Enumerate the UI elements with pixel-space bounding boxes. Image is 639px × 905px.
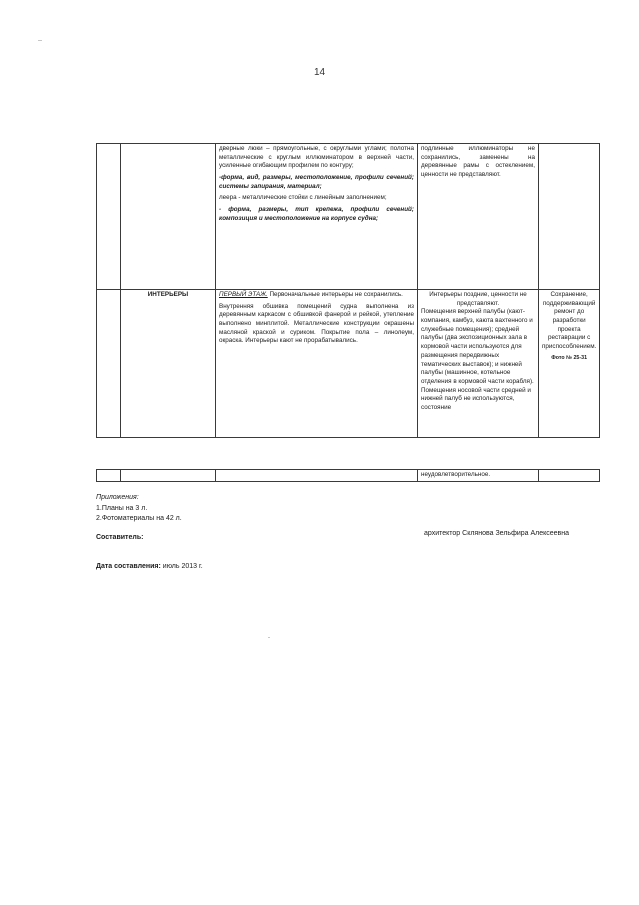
assessment-paragraph: Интерьеры поздние, ценности не представляют. xyxy=(429,291,527,307)
floor-heading: ПЕРВЫЙ ЭТАЖ. xyxy=(219,291,268,298)
element-name-cell xyxy=(121,144,216,290)
description-paragraph: -форма, вид, размеры, местоположение, профили сечений; системы запирания, материал; xyxy=(219,174,414,190)
number-cell xyxy=(97,290,121,438)
number-cell xyxy=(97,144,121,290)
number-cell xyxy=(97,470,121,482)
attachments-title: Приложения: xyxy=(96,494,139,501)
recommendation-cell xyxy=(539,470,600,482)
recommendation-cell xyxy=(539,290,600,438)
continuation-table xyxy=(96,469,600,482)
photo-reference: Фото № 25-31 xyxy=(551,354,588,361)
compiler-name: архитектор Склянова Зельфира Алексеевна xyxy=(424,530,570,537)
table-row xyxy=(97,290,600,438)
table-row xyxy=(97,144,600,290)
date-label: Дата составления: xyxy=(96,563,161,570)
assessment-cell xyxy=(418,144,539,290)
description-paragraph: леера - металлические стойки с линейным заполнением; xyxy=(219,194,387,202)
description-cell xyxy=(216,290,418,438)
element-name-cell xyxy=(121,290,216,438)
assessment-cell xyxy=(418,290,539,438)
attachment-item: 1.Планы на 3 л. xyxy=(96,505,148,512)
attachment-item: 2.Фотоматериалы на 42 л. xyxy=(96,515,182,522)
recommendation-text: Сохранение, поддерживающий ремонт до разработки проекта реставрации с приспособлением. xyxy=(542,291,597,351)
continuation-cell: неудовлетворительное. xyxy=(418,470,539,482)
assessment-paragraph: Помещения верхней палубы (кают-компания, камбуз, каюта вахтенного и служебные помещения); средней палубы (два экспозиционных зала в кормовой части используются для размещения передвижных тематических выставок); и нижней палубы (машинное, котельное отделения в кормовой части корабля). Помещения носовой части средней и нижней палуб не используются, состояние xyxy=(421,308,534,411)
description-paragraph: Внутренняя обшивка помещений судна выполнена из деревянным каркасом с обшивкой фанерой и рейкой, утепление выполнено минплитой. Металлические конструкции окрашены масляной краской и суриком. Покрытие пола – линолеум, окраска. Интерьеры кают не прорабатывались. xyxy=(219,302,414,345)
description-cell xyxy=(216,470,418,482)
monument-description-table xyxy=(96,143,600,438)
scan-speck xyxy=(268,637,270,638)
page-number: 14 xyxy=(313,67,326,78)
element-name-cell xyxy=(121,470,216,482)
section-title: ИНТЕРЬЕРЫ xyxy=(147,291,189,298)
scan-speck xyxy=(38,40,42,41)
date-value: июль 2013 г. xyxy=(162,563,203,570)
description-paragraph: дверные люки – прямоугольные, с округлыми углами; полотна металлические с круглым иллюминатором в верхней части, усиленные огибающим профилем по контуру; xyxy=(219,145,414,170)
recommendation-cell xyxy=(539,144,600,290)
table-row xyxy=(97,470,600,482)
description-cell xyxy=(216,144,418,290)
compiler-label: Составитель: xyxy=(96,534,144,541)
date-line xyxy=(96,563,203,570)
assessment-paragraph: подлинные иллюминаторы не сохранились, заменены на деревянные рамы с остеклением, ценности не представляют. xyxy=(421,145,535,179)
description-lead-text: Первоначальные интерьеры не сохранились. xyxy=(267,291,403,298)
description-paragraph: - форма, размеры, тип крепежа, профили сечений; композиция и местоположение на корпусе судна; xyxy=(219,206,414,222)
